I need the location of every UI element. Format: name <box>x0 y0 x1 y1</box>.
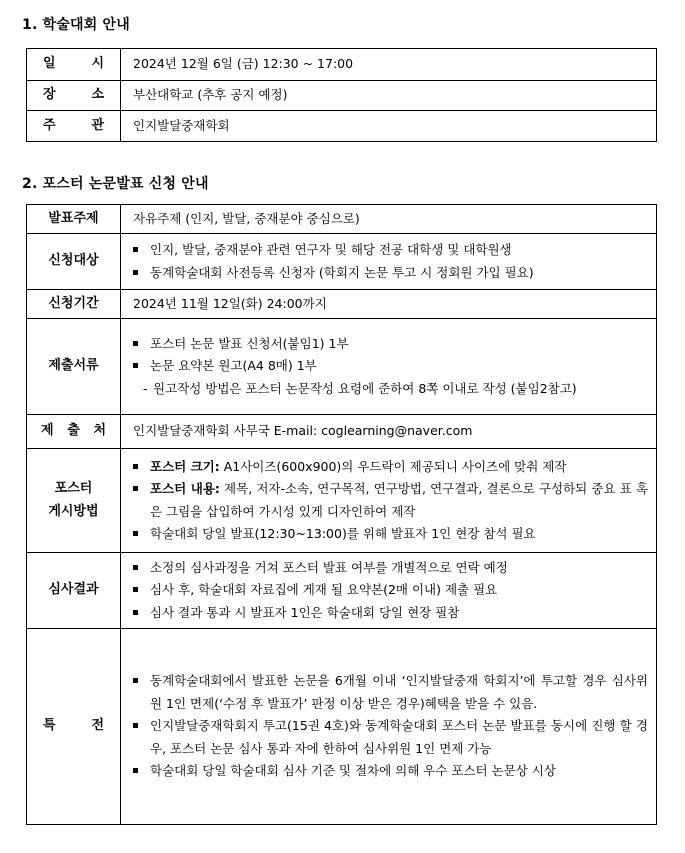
table-row <box>27 319 657 415</box>
list-item: 심사 결과 통과 시 발표자 1인은 학술대회 당일 현장 필참 <box>133 602 648 625</box>
table-row <box>27 49 657 81</box>
row-label-display-method: 포스터 게시방법 <box>27 449 121 553</box>
eligibility-list-cell <box>121 234 657 290</box>
row-label-topic: 발표주제 <box>27 205 121 234</box>
section-2-title: 2. 포스터 논문발표 신청 안내 <box>22 176 209 192</box>
display-method-list <box>133 456 648 546</box>
list-item: 포스터 논문 발표 신청서(붙임1) 1부 <box>133 333 648 356</box>
table-row <box>27 290 657 319</box>
list-item: 동계학술대회 사전등록 신청자 (학회지 논문 투고 시 정회원 가입 필요) <box>133 262 648 285</box>
list-item: 인지, 발달, 중재분야 관련 연구자 및 해당 전공 대학생 및 대학원생 <box>133 239 648 262</box>
row-label-submit-to: 제 출 처 <box>27 415 121 449</box>
topic-value: 자유주제 (인지, 발달, 중재분야 중심으로) <box>121 205 657 234</box>
table-row <box>27 415 657 449</box>
table-row <box>27 205 657 234</box>
poster-application-table <box>26 204 657 825</box>
row-label-venue: 장 소 <box>27 81 121 111</box>
display-list-cell <box>121 449 657 553</box>
section-1-title: 1. 학술대회 안내 <box>22 17 130 33</box>
period-value: 2024년 11월 12일(화) 24:00까지 <box>121 290 657 319</box>
row-label-date: 일 시 <box>27 49 121 81</box>
row-label-benefits: 특 전 <box>27 629 121 825</box>
list-item: 학술대회 당일 학술대회 심사 기준 및 절차에 의해 우수 포스터 논문상 시상 <box>133 760 648 783</box>
conference-info-table <box>26 48 657 142</box>
date-value: 2024년 12월 6일 (금) 12:30 ~ 17:00 <box>121 49 657 81</box>
documents-sub-note: - 원고작성 방법은 포스터 논문작성 요령에 준하여 8쪽 이내로 작성 (붙임2참고) <box>143 380 577 396</box>
list-item: 인지발달중재학회지 투고(15권 4호)와 동계학술대회 포스터 논문 발표를 동시에 진행 할 경우, 포스터 논문 심사 통과 자에 한하여 심사위원 1인 면제 가능 <box>133 715 648 760</box>
row-label-period: 신청기간 <box>27 290 121 319</box>
list-item: 포스터 내용: 제목, 저자-소속, 연구목적, 연구방법, 연구결과, 결론으로 구성하되 중요 표 혹은 그림을 삽입하여 가시성 있게 디자인하여 제작 <box>133 478 648 523</box>
list-item: 심사 후, 학술대회 자료집에 게재 될 요약본(2매 이내) 제출 필요 <box>133 579 648 602</box>
eligibility-list <box>133 239 648 284</box>
row-label-host: 주 관 <box>27 111 121 142</box>
list-item: 동계학술대회에서 발표한 논문을 6개월 이내 ‘인지발달중재 학회지’에 투고할 경우 심사위원 1인 면제(‘수정 후 발표가’ 판정 이상 받은 경우)혜택을 받을 수 있음. <box>133 670 648 715</box>
review-list-cell <box>121 553 657 629</box>
table-row <box>27 81 657 111</box>
table-row <box>27 449 657 553</box>
table-row <box>27 234 657 290</box>
benefits-list-cell <box>121 629 657 825</box>
row-label-documents: 제출서류 <box>27 319 121 415</box>
list-item: 소정의 심사과정을 거쳐 포스터 발표 여부를 개별적으로 연락 예정 <box>133 557 648 580</box>
table-row <box>27 629 657 825</box>
row-label-eligibility: 신청대상 <box>27 234 121 290</box>
documents-list <box>133 333 648 378</box>
benefits-list <box>133 670 648 783</box>
table-row <box>27 111 657 142</box>
list-item: 학술대회 당일 발표(12:30~13:00)를 위해 발표자 1인 현장 참석 필요 <box>133 523 648 546</box>
review-list <box>133 557 648 625</box>
row-label-review: 심사결과 <box>27 553 121 629</box>
list-item: 논문 요약본 원고(A4 8매) 1부 <box>133 355 648 378</box>
submit-to-value: 인지발달중재학회 사무국 E-mail: coglearning@naver.com <box>121 415 657 449</box>
host-value: 인지발달중재학회 <box>121 111 657 142</box>
table-row <box>27 553 657 629</box>
venue-value: 부산대학교 (추후 공지 예정) <box>121 81 657 111</box>
list-item: 포스터 크기: A1사이즈(600x900)의 우드락이 제공되니 사이즈에 맞춰 제작 <box>133 456 648 479</box>
documents-list-cell <box>121 319 657 415</box>
